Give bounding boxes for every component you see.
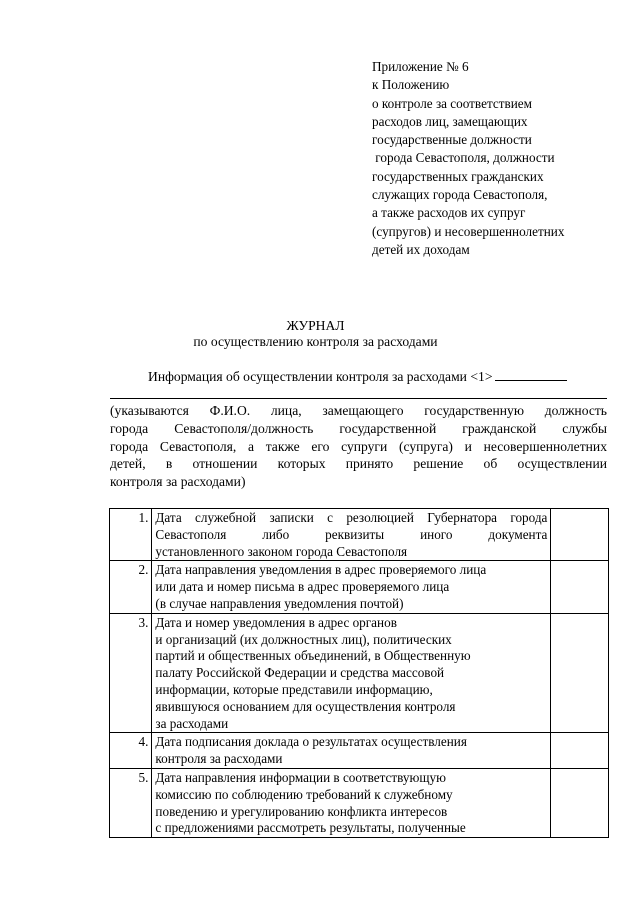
row-description-line: и организаций (их должностных лиц), политических: [155, 631, 452, 647]
table-row: [110, 561, 609, 613]
info-label: Информация об осуществлении контроля за расходами <1>: [148, 369, 493, 384]
explanation-line: города Севастополя, а также его супруги (супруга) и несовершеннолетних: [110, 438, 607, 454]
row-description-line: Севастополя либо реквизиты иного документа: [155, 526, 548, 542]
annex-line: (супругов) и несовершеннолетних: [372, 223, 565, 239]
explanation-line: детей, в отношении которых принято решение об осуществлении: [110, 456, 607, 472]
row-description-line: (в случае направления уведомления почтой): [155, 595, 404, 611]
name-blank-line: [110, 398, 607, 399]
row-description: [152, 613, 551, 733]
explanation-text: [110, 402, 607, 491]
journal-title: ЖУРНАЛ: [286, 318, 345, 333]
row-description: [152, 733, 551, 769]
row-description-line: Дата направления информации в соответствующую: [155, 769, 446, 785]
explanation-line: города Севастополя/должность государственной гражданской службы: [110, 420, 607, 436]
row-description-line: с предложениями рассмотреть результаты, полученные: [155, 820, 466, 836]
row-value-cell[interactable]: [551, 768, 609, 837]
row-description-line: Дата подписания доклада о результатах осуществления: [155, 734, 467, 750]
annex-line: Приложение № 6: [372, 59, 469, 74]
row-description: [152, 509, 551, 561]
row-description-line: поведению и урегулированию конфликта интересов: [155, 803, 448, 819]
row-description-line: или дата и номер письма в адрес проверяемого лица: [155, 579, 450, 595]
row-description: [152, 768, 551, 837]
table-row: [110, 733, 609, 769]
row-description-line: палату Российской Федерации и средства массовой: [155, 665, 445, 681]
journal-table-body: [110, 509, 609, 838]
row-description-line: Дата направления уведомления в адрес проверяемого лица: [155, 562, 487, 578]
row-value-cell[interactable]: [551, 509, 609, 561]
row-value-cell[interactable]: [551, 613, 609, 733]
annex-line: служащих города Севастополя,: [372, 187, 548, 203]
row-description-line: партий и общественных объединений, в Общественную: [155, 648, 471, 664]
table-row: [110, 768, 609, 837]
table-row: [110, 613, 609, 733]
annex-line: государственные должности: [372, 132, 532, 148]
row-number: 1.: [110, 509, 152, 561]
row-number: 2.: [110, 561, 152, 613]
journal-table: [109, 508, 609, 838]
row-value-cell[interactable]: [551, 561, 609, 613]
annex-line: к Положению: [372, 77, 450, 93]
row-number: 5.: [110, 768, 152, 837]
row-description-line: установленного законом города Севастополя: [155, 543, 408, 559]
row-value-cell[interactable]: [551, 733, 609, 769]
explanation-line: (указываются Ф.И.О. лица, замещающего государственную должность: [110, 403, 607, 418]
row-description-line: Дата и номер уведомления в адрес органов: [155, 614, 397, 630]
annex-header: [372, 58, 622, 259]
row-description-line: Дата служебной записки с резолюцией Губернатора города: [155, 510, 548, 525]
row-number: 4.: [110, 733, 152, 769]
info-line: [148, 368, 567, 385]
row-description-line: за расходами: [155, 715, 229, 731]
row-description-line: комиссию по соблюдению требований к служебному: [155, 786, 453, 802]
annex-line: города Севастополя, должности: [372, 150, 555, 166]
info-blank-field: [495, 368, 567, 381]
annex-line: детей их доходам: [372, 241, 470, 257]
row-number: 3.: [110, 613, 152, 733]
annex-line: а также расходов их супруг: [372, 205, 526, 221]
explanation-line: контроля за расходами): [110, 474, 246, 490]
table-row: [110, 509, 609, 561]
journal-subtitle: по осуществлению контроля за расходами: [193, 334, 438, 349]
annex-line: о контроле за соответствием: [372, 95, 532, 111]
annex-line: расходов лиц, замещающих: [372, 113, 528, 129]
row-description-line: контроля за расходами: [155, 751, 283, 767]
annex-line: государственных гражданских: [372, 168, 544, 184]
row-description: [152, 561, 551, 613]
row-description-line: информации, которые представили информацию,: [155, 681, 433, 697]
row-description-line: явившуюся основанием для осуществления контроля: [155, 698, 456, 714]
